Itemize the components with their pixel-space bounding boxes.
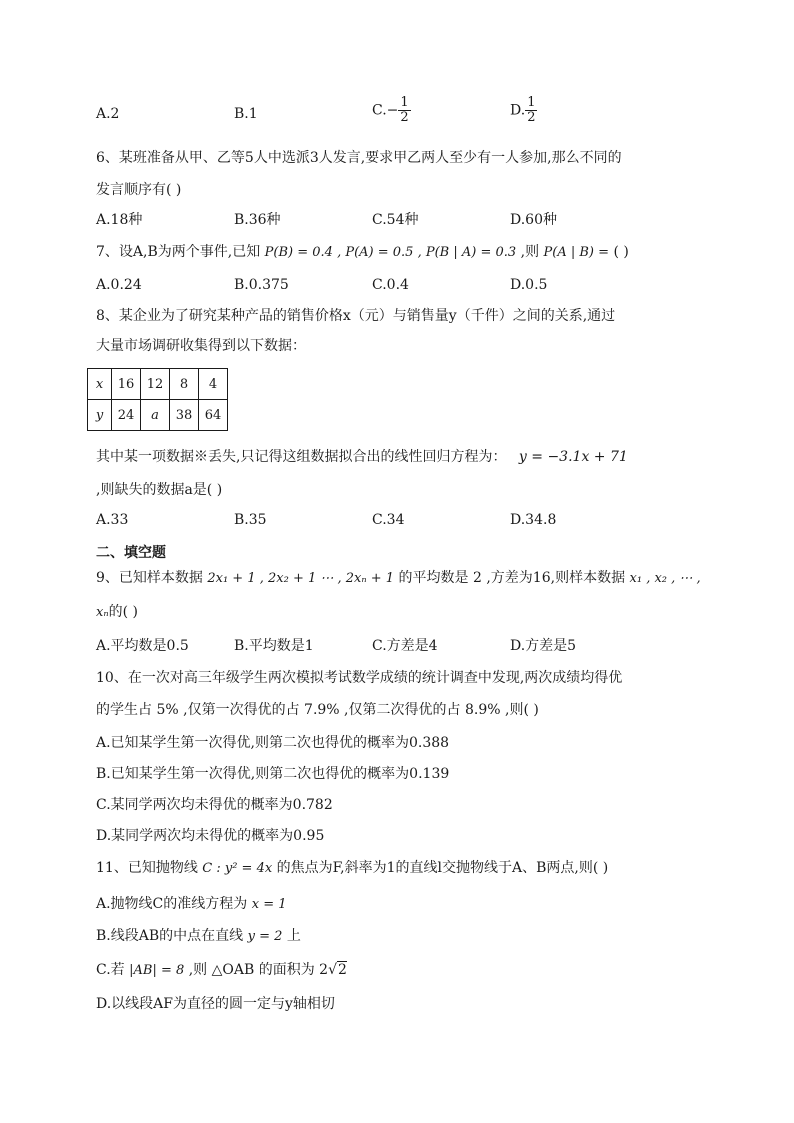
q8-line3-text: 其中某一项数据※丢失,只记得这组数据拟合出的线性回归方程为： bbox=[96, 449, 507, 465]
q7-option-a: A.0.24 bbox=[96, 277, 142, 293]
q8-stem-line1: 8、某企业为了研究某种产品的销售价格x（元）与销售量y（千件）之间的关系,通过 bbox=[96, 308, 616, 324]
q10-p2: 7.9% bbox=[304, 702, 340, 718]
q10-option-b: B.已知某学生第一次得优,则第二次也得优的概率为0.139 bbox=[96, 766, 450, 782]
q8-data-table bbox=[87, 368, 228, 431]
q11-option-b-end: 上 bbox=[282, 928, 301, 944]
q7-option-b: B.0.375 bbox=[234, 277, 289, 293]
q7-option-d: D.0.5 bbox=[510, 277, 548, 293]
q9-text-b: 的平均数是 bbox=[394, 570, 473, 586]
q9-text-a: 9、已知样本数据 bbox=[96, 570, 208, 586]
q8-option-a: A.33 bbox=[96, 512, 129, 528]
q11-text-a: 11、已知抛物线 bbox=[96, 860, 203, 876]
section-title-fill-blank: 二、填空题 bbox=[96, 545, 166, 561]
q11-stem bbox=[96, 858, 608, 879]
q6-stem-line1: 6、某班准备从甲、乙等5人中选派3人发言,要求甲乙两人至少有一人参加,那么不同的 bbox=[96, 150, 622, 166]
q9-line2-text: 的( ) bbox=[108, 604, 138, 620]
q7-formula: P(B) = 0.4 , P(A) = 0.5 , P(B | A) = 0.3 bbox=[264, 245, 517, 260]
q11-text-b: 的焦点为F,斜率为1的直线l交抛物线于A、B两点,则( ) bbox=[272, 860, 609, 876]
table-cell: a bbox=[141, 400, 170, 431]
q8-options bbox=[96, 510, 736, 530]
q5-option-c-sign: − bbox=[386, 102, 399, 119]
q6-options bbox=[96, 210, 736, 230]
q11-option-c-radicand: 2 bbox=[338, 962, 347, 978]
q11-option-a bbox=[96, 894, 287, 915]
q5-option-c-fraction bbox=[398, 96, 410, 125]
q11-option-c-mid: ,则 △OAB 的面积为 bbox=[184, 962, 320, 978]
q5-option-c bbox=[372, 96, 411, 125]
q9-xn: xₙ bbox=[96, 605, 109, 620]
table-cell: 24 bbox=[112, 400, 141, 431]
q6-option-a: A.18种 bbox=[96, 212, 143, 228]
q8-option-c: C.34 bbox=[372, 512, 405, 528]
q10-stem-line1: 10、在一次对高三年级学生两次模拟考试数学成绩的统计调查中发现,两次成绩均得优 bbox=[96, 670, 623, 686]
fraction-numerator: 1 bbox=[527, 95, 536, 110]
fraction-denominator: 2 bbox=[527, 110, 536, 125]
q11-option-a-text: A.抛物线C的准线方程为 bbox=[96, 896, 252, 912]
q11-option-c bbox=[96, 960, 347, 981]
q9-options bbox=[96, 636, 736, 656]
q5-option-c-prefix: C. bbox=[372, 102, 387, 119]
q10-text-b: ,仅第一次得优的占 bbox=[178, 702, 305, 718]
q11-parabola: C : y² = 4x bbox=[202, 861, 273, 876]
q9-samples: x₁ , x₂ , ⋯ , bbox=[629, 571, 701, 586]
q8-option-d: D.34.8 bbox=[510, 512, 557, 528]
q8-stem-line2: 大量市场调研收集得到以下数据： bbox=[96, 338, 306, 354]
q7-stem bbox=[96, 242, 629, 263]
q11-option-d: D.以线段AF为直径的圆一定与y轴相切 bbox=[96, 996, 335, 1012]
q9-option-c: C.方差是4 bbox=[372, 638, 438, 654]
q8-stem-line3 bbox=[96, 447, 628, 467]
q11-option-b-text: B.线段AB的中点在直线 bbox=[96, 928, 248, 944]
q10-option-c: C.某同学两次均未得优的概率为0.782 bbox=[96, 797, 333, 813]
q9-data-expression: 2x₁ + 1 , 2x₂ + 1 ⋯ , 2xₙ + 1 bbox=[207, 571, 395, 586]
q11-option-b-equation: y = 2 bbox=[247, 929, 283, 944]
q10-text-d: ,则( ) bbox=[500, 702, 539, 718]
q10-text-a: 的学生占 bbox=[96, 702, 157, 718]
q9-option-d: D.方差是5 bbox=[510, 638, 577, 654]
q11-option-c-coef: 2 bbox=[319, 962, 329, 978]
q5-option-a: A.2 bbox=[96, 106, 120, 122]
q5-option-d bbox=[510, 96, 537, 125]
q8-stem-line4: ,则缺失的数据a是( ) bbox=[96, 482, 223, 498]
q7-option-c: C.0.4 bbox=[372, 277, 409, 293]
q9-stem-line2 bbox=[96, 602, 138, 623]
q10-stem-line2 bbox=[96, 700, 539, 720]
table-cell: 64 bbox=[199, 400, 228, 431]
table-cell: 38 bbox=[170, 400, 199, 431]
q9-option-b: B.平均数是1 bbox=[234, 638, 314, 654]
table-cell: 4 bbox=[199, 369, 228, 400]
q9-mean: 2 bbox=[472, 570, 482, 586]
q5-option-d-fraction bbox=[525, 96, 537, 125]
sqrt-icon: √ bbox=[328, 962, 338, 978]
fraction-numerator: 1 bbox=[400, 95, 409, 110]
q7-ask: P(A | B) = bbox=[543, 245, 610, 260]
q11-option-b bbox=[96, 926, 301, 947]
q6-option-c: C.54种 bbox=[372, 212, 419, 228]
table-cell: 16 bbox=[112, 369, 141, 400]
table-cell: 8 bbox=[170, 369, 199, 400]
q11-option-c-text: C.若 bbox=[96, 962, 130, 978]
q10-option-d: D.某同学两次均未得优的概率为0.95 bbox=[96, 828, 325, 844]
q9-option-a: A.平均数是0.5 bbox=[96, 638, 189, 654]
q7-end: ( ) bbox=[609, 244, 629, 260]
q10-option-a: A.已知某学生第一次得优,则第二次也得优的概率为0.388 bbox=[96, 735, 450, 751]
q6-option-b: B.36种 bbox=[234, 212, 281, 228]
table-cell: 12 bbox=[141, 369, 170, 400]
table-row-x bbox=[88, 369, 228, 400]
q10-p1: 5% bbox=[156, 702, 179, 718]
q8-option-b: B.35 bbox=[234, 512, 267, 528]
q5-option-d-prefix: D. bbox=[510, 102, 526, 119]
table-header-y: y bbox=[88, 400, 112, 431]
q7-then: ,则 bbox=[516, 244, 544, 260]
q10-text-c: ,仅第二次得优的占 bbox=[339, 702, 465, 718]
q9-stem-line1 bbox=[96, 568, 701, 589]
q8-regression-equation: y = −3.1x + 71 bbox=[518, 449, 628, 465]
q11-option-a-equation: x = 1 bbox=[251, 897, 287, 912]
q7-stem-text: 7、设A,B为两个事件,已知 bbox=[96, 244, 261, 260]
q11-option-c-condition: |AB| = 8 bbox=[129, 963, 185, 978]
table-row-y bbox=[88, 400, 228, 431]
q6-option-d: D.60种 bbox=[510, 212, 557, 228]
q5-option-b: B.1 bbox=[234, 106, 258, 122]
q10-p3: 8.9% bbox=[464, 702, 501, 718]
table-header-x: x bbox=[88, 369, 112, 400]
q6-stem-line2: 发言顺序有( ) bbox=[96, 182, 182, 198]
q9-text-c: ,方差为16,则样本数据 bbox=[481, 570, 630, 586]
q7-options bbox=[96, 275, 736, 295]
fraction-denominator: 2 bbox=[400, 110, 409, 125]
q5-options bbox=[96, 95, 736, 125]
